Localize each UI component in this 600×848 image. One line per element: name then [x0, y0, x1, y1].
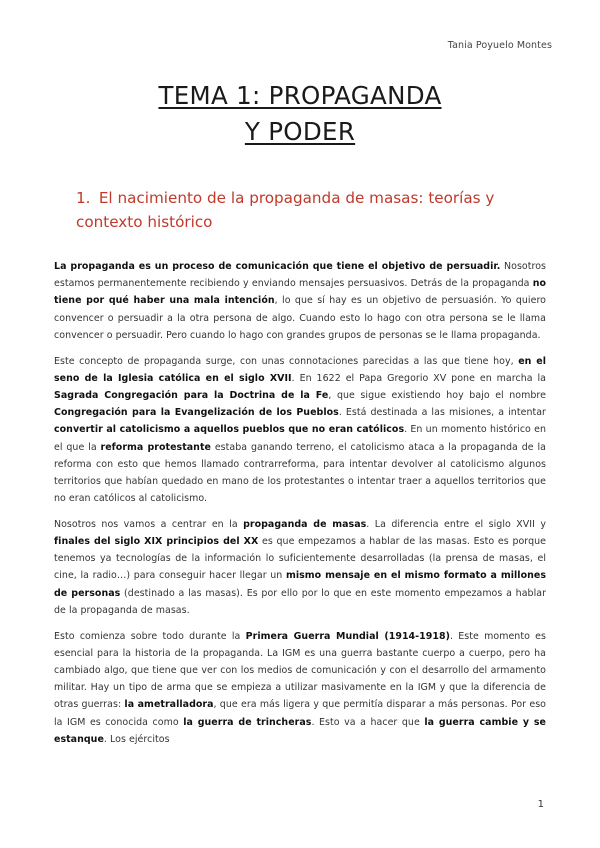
text-run: Este concepto de propaganda surge, con unas connotaciones parecidas a las que tiene hoy,: [54, 355, 519, 367]
text-run: estaba ganando terreno, el catolicismo ataca a la propaganda de la reforma con esto que hemos llamado contrarreforma, para intentar devolver al catolicismo algunos territorios que habían quedado en mano de los protestantes o intentar traer a aquellos territorios que no eran católicos al catolicismo.: [54, 441, 546, 505]
text-run: (destinado a las masas). Es por ello por lo que en este momento empezamos a hablar de la propaganda de masas.: [54, 587, 547, 616]
paragraph: [54, 258, 546, 344]
text-run: Nosotros estamos permanentemente recibiendo y enviando mensajes persuasivos. Detrás de la propaganda: [54, 261, 547, 290]
section-number: 1.: [76, 189, 91, 207]
text-run: , lo que sí hay es un objetivo de persuasión. Yo quiero convencer o persuadir a la otra persona de algo. Cuando esto lo hago con otra persona se le llama convencer o persuadir. Pero cuando lo hago con grandes grupos de personas se le llama propaganda.: [54, 295, 546, 341]
section-heading: [76, 186, 546, 234]
text-run: , que sigue existiendo hoy bajo el nombre: [328, 389, 546, 401]
text-run: . Está destinada a las misiones, a intentar: [338, 407, 546, 419]
paragraph: [54, 628, 546, 748]
text-run: . En 1622 el Papa Gregorio XV pone en marcha la: [291, 372, 546, 384]
bold-text: Congregación para la Evangelización de los Pueblos: [54, 407, 339, 419]
bold-text: la guerra cambie y se estanque: [54, 716, 546, 745]
text-run: . Esto va a hacer que: [311, 716, 425, 728]
paragraph: [54, 353, 546, 508]
bold-text: Primera Guerra Mundial (1914-1918): [245, 630, 450, 642]
paragraph: [54, 516, 546, 619]
text-run: , que era más ligera y que permitía disparar a más personas. Por eso la IGM es conocida como: [54, 699, 546, 728]
text-run: . Los ejércitos: [103, 733, 170, 745]
title-line-1: TEMA 1: PROPAGANDA: [158, 81, 442, 110]
document-body: [54, 258, 546, 756]
bold-text: propaganda de masas: [243, 518, 367, 530]
bold-text: finales del siglo XIX principios del XX: [54, 536, 259, 548]
text-run: Esto comienza sobre todo durante la: [54, 630, 246, 642]
bold-text: no tiene por qué haber una mala intención: [54, 278, 546, 307]
bold-text: en el seno de la Iglesia católica en el siglo XVII: [54, 355, 546, 384]
bold-text: La propaganda es un proceso de comunicación que tiene el objetivo de persuadir.: [54, 261, 501, 272]
bold-text: mismo mensaje en el mismo formato a millones de personas: [54, 570, 546, 599]
bold-text: la ametralladora: [124, 699, 214, 711]
bold-text: Sagrada Congregación para la Doctrina de la Fe: [54, 389, 329, 401]
page-number: 1: [537, 799, 544, 810]
text-run: . Este momento es esencial para la historia de la propaganda. La IGM es una guerra bastante cuerpo a cuerpo, pero ha cambiado algo, que tiene que ver con los medios de comunicación y con el desarrollo del armamento militar. Hay un tipo de arma que se empieza a utilizar masivamente en la IGM y que la diferencia de otras guerras:: [54, 630, 547, 711]
text-run: Nosotros nos vamos a centrar en la: [54, 518, 244, 530]
author-name: Tania Poyuelo Montes: [447, 40, 552, 51]
bold-text: convertir al catolicismo a aquellos pueblos que no eran católicos: [54, 424, 405, 436]
text-run: . La diferencia entre el siglo XVII y: [366, 518, 546, 530]
bold-text: la guerra de trincheras: [183, 716, 312, 728]
text-run: es que empezamos a hablar de las masas. Esto es porque tenemos ya tecnologías de la información lo suficientemente desarrolladas (la prensa de masas, el cine, la radio…) para conseguir hacer llegar un: [54, 536, 546, 582]
text-run: . En un momento histórico en el que la: [54, 424, 546, 453]
document-title: [0, 78, 600, 150]
bold-text: reforma protestante: [100, 441, 211, 453]
section-title: El nacimiento de la propaganda de masas: teorías y contexto histórico: [76, 189, 495, 231]
title-line-2: Y PODER: [244, 117, 356, 146]
